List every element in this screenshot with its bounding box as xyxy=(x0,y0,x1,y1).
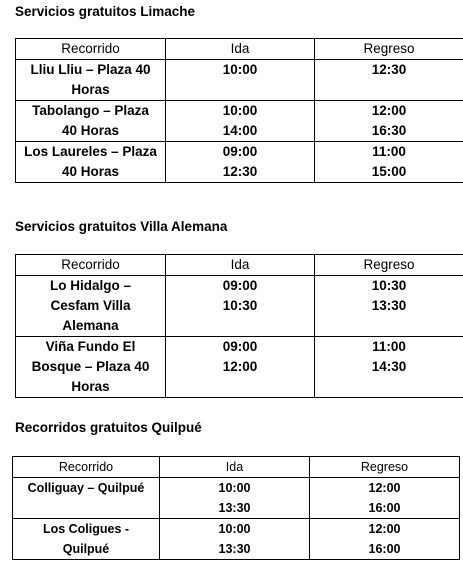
route-cell-line: Los Coligues - xyxy=(42,522,130,536)
return-cell xyxy=(315,60,463,101)
route-cell xyxy=(16,142,166,183)
route-cell-line: Horas xyxy=(71,379,110,394)
route-cell xyxy=(16,101,166,142)
route-cell xyxy=(16,337,166,398)
table-header-row xyxy=(16,255,463,276)
route-cell-line: Tabolango – Plaza xyxy=(32,103,149,118)
schedule-table-villa-alemana xyxy=(15,254,463,398)
departure-cell xyxy=(166,337,315,398)
table-row xyxy=(16,60,463,101)
return-cell-line: 12:00 xyxy=(368,481,401,495)
departure-cell xyxy=(166,101,315,142)
departure-cell xyxy=(166,60,315,101)
section-title-villa-alemana: Servicios gratuitos Villa Alemana xyxy=(15,219,228,234)
return-cell-line: 10:30 xyxy=(371,278,407,293)
departure-cell-line: 10:00 xyxy=(222,103,258,118)
route-cell-line: Colliguay – Quilpué xyxy=(27,481,145,495)
route-cell-line: Horas xyxy=(71,82,110,97)
route-cell-line: Lo Hidalgo – xyxy=(50,278,131,293)
return-cell xyxy=(310,519,460,560)
departure-cell-line: 09:00 xyxy=(222,278,258,293)
return-cell xyxy=(315,142,463,183)
route-cell xyxy=(16,60,166,101)
departure-cell-line: 10:00 xyxy=(222,62,258,77)
departure-cell-line: 12:30 xyxy=(222,164,258,179)
return-cell-line: 11:00 xyxy=(372,144,406,159)
departure-cell xyxy=(166,276,315,337)
departure-cell-line: 14:00 xyxy=(222,123,258,138)
return-cell-line: 16:30 xyxy=(371,123,407,138)
departure-cell-line: 13:30 xyxy=(218,542,251,556)
departure-cell-line: 12:00 xyxy=(222,359,258,374)
route-cell-line: Quilpué xyxy=(62,542,110,556)
return-cell-line: 16:00 xyxy=(368,542,401,556)
route-cell-line: Viña Fundo El xyxy=(45,339,136,354)
return-cell-line: 11:00 xyxy=(372,339,406,354)
departure-cell-line: 10:00 xyxy=(218,522,251,536)
table-header-row xyxy=(16,39,463,60)
table-row xyxy=(13,478,460,519)
departure-cell-line: 10:00 xyxy=(218,481,251,495)
return-cell xyxy=(315,101,463,142)
route-cell-line: Lliu Lliu – Plaza 40 xyxy=(30,62,151,77)
departure-cell xyxy=(160,519,310,560)
route-cell-line: Los Laureles – Plaza xyxy=(24,144,157,159)
departure-cell xyxy=(166,142,315,183)
table-row xyxy=(16,276,463,337)
route-cell xyxy=(16,276,166,337)
route-cell-line: Cesfam Villa xyxy=(50,298,131,313)
route-cell-line: Alemana xyxy=(62,318,119,333)
route-cell-line: Bosque – Plaza 40 xyxy=(31,359,150,374)
return-cell-line: 12:30 xyxy=(371,62,407,77)
column-header: Regreso xyxy=(310,457,460,478)
route-cell-line: 40 Horas xyxy=(61,164,120,179)
column-header: Ida xyxy=(166,255,315,276)
column-header: Regreso xyxy=(315,255,463,276)
return-cell xyxy=(315,337,463,398)
departure-cell-line: 09:00 xyxy=(222,339,258,354)
table-row xyxy=(16,337,463,398)
return-cell-line: 14:30 xyxy=(371,359,407,374)
route-cell xyxy=(13,519,160,560)
route-cell xyxy=(13,478,160,519)
return-cell xyxy=(310,478,460,519)
return-cell-line: 12:00 xyxy=(371,103,407,118)
schedule-table-limache xyxy=(15,38,463,183)
table-row xyxy=(16,142,463,183)
departure-cell-line: 09:00 xyxy=(222,144,258,159)
return-cell-line: 12:00 xyxy=(368,522,401,536)
table-row xyxy=(13,519,460,560)
route-cell-line: 40 Horas xyxy=(61,123,120,138)
return-cell-line: 16:00 xyxy=(368,501,401,515)
column-header: Ida xyxy=(160,457,310,478)
column-header: Recorrido xyxy=(16,39,166,60)
return-cell xyxy=(315,276,463,337)
table-header-row xyxy=(13,457,460,478)
section-title-limache: Servicios gratuitos Limache xyxy=(15,4,196,19)
schedule-table-quilpue xyxy=(12,456,460,560)
column-header: Recorrido xyxy=(13,457,160,478)
column-header: Ida xyxy=(166,39,315,60)
return-cell-line: 15:00 xyxy=(371,164,407,179)
column-header: Regreso xyxy=(315,39,463,60)
column-header: Recorrido xyxy=(16,255,166,276)
section-title-quilpue: Recorridos gratuitos Quilpué xyxy=(15,420,202,435)
departure-cell-line: 13:30 xyxy=(218,501,251,515)
departure-cell-line: 10:30 xyxy=(222,298,258,313)
departure-cell xyxy=(160,478,310,519)
table-row xyxy=(16,101,463,142)
return-cell-line: 13:30 xyxy=(371,298,407,313)
